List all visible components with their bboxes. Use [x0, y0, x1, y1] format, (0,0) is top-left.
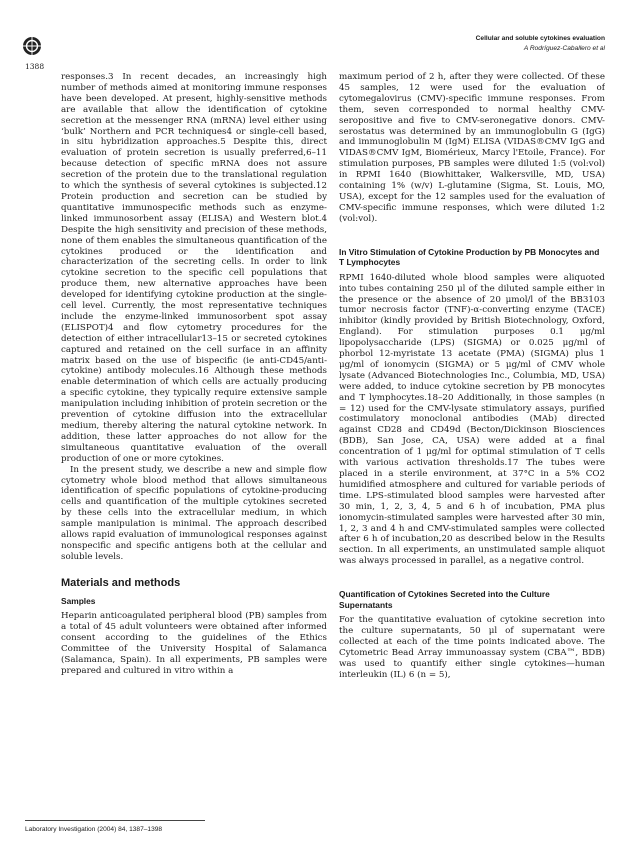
samples-continued-paragraph: maximum period of 2 h, after they were collected. Of these 45 samples, 12 were used for the evaluation of cytomegalovirus (CMV)-specific immune responses. From them, seven corresponded to normal healthy CMV-seropositive and five to CMV-seronegative donors. CMV-serostatus was determined by an immunoglobulin G (IgG) and immunoglobulin M (IgM) ELISA (VIDAS®CMV IgG and VIDAS®CMV IgM, Biomérieux, Marcy l'Etoile, France). For stimulation purposes, PB samples were diluted 1:5 (vol:vol) in RPMI 1640 (Biowhittaker, Walkersville, MD, USA) containing 1% (w/v) L-glutamine (Sigma, St. Louis, MO, USA), except for the 12 samples used for the evaluation of CMV-specific immune responses, which were diluted 1:2 (vol:vol). — [339, 72, 605, 224]
quantification-paragraph: For the quantitative evaluation of cytokine secretion into the culture supernatants, 50 μl of supernatant were collected at each of the time points indicated above. The Cytometric Bead Array immunoassay system (CBA™, BDB) was used to quantify either single cytokines—human interleukin (IL) 6 (n = 5), — [339, 615, 605, 680]
page-number: 1388 — [25, 62, 45, 71]
stimulation-paragraph: RPMI 1640-diluted whole blood samples were aliquoted into tubes containing 250 μl of the diluted sample either in the presence or the absence of 20 μmol/l of the BB3103 tumor necrosis factor (TNF)-α-converting enzyme (TACE) inhibitor (kindly provided by British Biotechnology, Oxford, England). For stimulation purposes 0.1 μg/ml lipopolysaccharide (LPS) (SIGMA) or 0.025 μg/ml of phorbol 12-myristate 13 acetate (PMA) (SIGMA) plus 1 μg/ml of ionomycin (SIGMA) or 5 μg/ml of CMV whole lysate (Advanced Biotechnologies Inc., Columbia, MD, USA) were added, to induce cytokine secretion by PB monocytes and T lymphocytes.18–20 Additionally, in those samples (n = 12) used for the CMV-lysate stimulatory assays, purified costimulatory monoclonal antibodies (MAb) directed against CD28 and CD49d (Becton/Dickinson Biosciences (BDB), San Jose, CA, USA) were added at a final concentration of 1 μg/ml for optimal stimulation of T cells with various activation thresholds.17 The tubes were placed in a sterile environment, at 37°C in a 5% CO2 humidified atmosphere and cultured for variable periods of time. LPS-stimulated blood samples were harvested after 30 min, 1, 2, 3, 4, 5 and 6 h of incubation, PMA plus ionomycin-stimulated samples were harvested after 30 min, 1, 2, 3 and 4 h and CMV-stimulated samples were collected after 6 h of incubation,20 as described below in the Results section. In all experiments, an unstimulated sample aliquot was always processed in parallel, as a negative control. — [339, 272, 605, 567]
footer-citation: Laboratory Investigation (2004) 84, 1387–1398 — [25, 826, 163, 833]
section-heading-materials-methods: Materials and methods — [61, 576, 181, 589]
journal-logo-icon — [22, 36, 42, 56]
running-authors: A Rodríguez-Caballero et al — [523, 45, 605, 52]
intro-paragraph: responses.3 In recent decades, an increasingly high number of methods aimed at monitoring immune responses have been developed. At present, highly-sensitive methods are available that allow the identification of cytokine secretion at the messenger RNA (mRNA) level either using ‘bulk’ Northern and PCR techniques4 or single-cell based, in situ hybridization approaches.5 Despite this, direct evaluation of protein secretion is usually preferred,6–11 because detection of specific mRNA does not assure secretion of the protein due to the translational regulation to which the synthesis of several cytokines is subjected.12 Protein production and secretion can be studied by quantitative immunospecific methods such as enzyme-linked immunosorbent assay (ELISA) and Western blot.4 Despite the high sensitivity and precision of these methods, none of them enables the simultaneous quantification of the cytokines produced or the identification and characterization of the secreting cells. In order to link cytokine secretion to the specific cell populations that produce them, new alternative approaches have been developed for identifying cytokine production at the single-cell level. Currently, the most representative techniques include the enzyme-linked immunosorbent spot assay (ELISPOT)4 and flow cytometry procedures for the detection of either intracellular13–15 or secreted cytokines captured and retained on the cell surface in an affinity matrix based on the use of bispecific (ie anti-CD45/anti-cytokine) antibody molecules.16 Although these methods enable determination of which cells are actually producing a specific cytokine, they typically require extensive sample manipulation including inhibition of protein secretion or the prevention of cytokine diffusion into the extracellular medium, thereby altering the natural cytokine network. In addition, these latter approaches do not allow for the simultaneous quantitative evaluation of the overall production of one or more cytokines. — [61, 72, 327, 464]
intro-paragraph: In the present study, we describe a new and simple flow cytometry whole blood method that allows simultaneous identification of specific populations of cytokine-producing cells and quantification of the multiple cytokines secreted by these cells into the extracellular medium, in which sample manipulation is minimal. The approach described allows rapid evaluation of immunological responses against nonspecific and specific antigens both at the cellular and soluble levels. — [61, 464, 327, 562]
subheading-samples: Samples — [61, 595, 96, 606]
running-title: Cellular and soluble cytokines evaluation — [475, 35, 605, 42]
right-column — [339, 72, 605, 814]
footer-divider — [25, 820, 205, 821]
subheading-quantification: Quantification of Cytokines Secreted into the Culture Supernatants — [339, 589, 550, 610]
left-column — [61, 72, 327, 814]
subheading-in-vitro-stimulation: In Vitro Stimulation of Cytokine Production by PB Monocytes and T Lymphocytes — [339, 246, 600, 268]
samples-paragraph: Heparin anticoagulated peripheral blood (PB) samples from a total of 45 adult volunteers were obtained after informed consent according to the guidelines of the Ethics Committee of the University Hospital of Salamanca (Salamanca, Spain). In all experiments, PB samples were prepared and cultured in vitro within a — [61, 611, 327, 676]
